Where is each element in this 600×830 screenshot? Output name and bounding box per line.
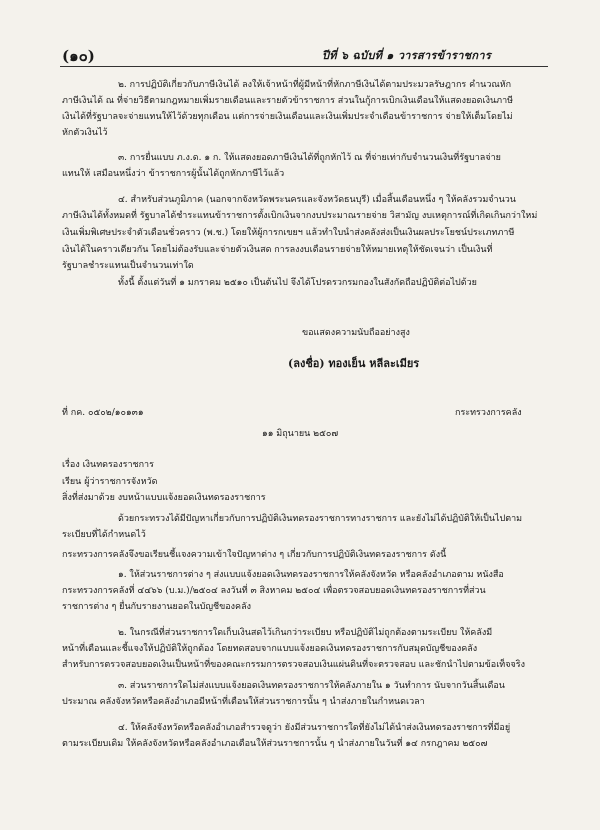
paragraph-line: ราชการต่าง ๆ ยื่นกับรายงานยอดในบัญชีของคลัง: [62, 602, 251, 612]
journal-issue: ปีที่ ๖ ฉบับที่ ๑ วารสารข้าราชการ: [322, 49, 492, 62]
memo-subject: เรื่อง เงินทดรองราชการ: [62, 460, 154, 470]
header-rule: [60, 66, 548, 67]
paragraph-line: ๒. ในกรณีที่ส่วนราชการใดเก็บเงินสดไว้เกินกว่าระเบียบ หรือปฏิบัติไม่ถูกต้องตามระเบียบ ให้คลังมี: [118, 628, 493, 638]
paragraph-line: หักตัวเงินไว้: [62, 128, 108, 138]
memo-recipient: เรียน ผู้ว่าราชการจังหวัด: [62, 477, 158, 487]
paragraph-line: สำหรับการตรวจสอบยอดเงินเป็นหน้าที่ของคณะกรรมการตรวจสอบเงินแผ่นดินที่จะตรวจสอบ และชักนำไปตามข้อเท็จจริง: [62, 660, 525, 670]
paragraph-line: ระเบียบที่ได้กำหนดไว้: [62, 530, 146, 540]
paragraph-line: ทั้งนี้ ตั้งแต่วันที่ ๑ มกราคม ๒๕๑๐ เป็นต้นไป จึงได้โปรดรวกรมกองในสังกัดถือปฏิบัติต่อไปด้วย: [118, 278, 477, 288]
paragraph-line: กระทรวงการคลังจึงขอเรียนชี้แจงความเข้าใจปัญหาต่าง ๆ เกี่ยวกับการปฏิบัติเงินทดรองราชการ ดังนี้: [62, 550, 447, 560]
paragraph-line: หน้าที่เตือนและชี้แจงให้ปฏิบัติให้ถูกต้อง โดยทดสอบจากแบบแจ้งยอดเงินทดรองราชการกับสมุดบัญชีของคลัง: [62, 644, 478, 654]
memo-attachment: สิ่งที่ส่งมาด้วย งบหน้าแบบแจ้งยอดเงินทดรองราชการ: [62, 493, 266, 503]
paragraph-line: เงินเพิ่มพิเศษประจำตัวเดือนชั่วคราว (พ.ช.) โดยให้ผู้การกเขยฯ แล้วทำใบนำส่งคลังส่งเป็นเงินผลประโยชน์ประเภทภาษี: [62, 228, 515, 238]
paragraph-line: เงินได้ในคราวเดียวกัน โดยไม่ต้องรับและจ่ายตัวเงินสด การลงงบเดือนรายจ่ายให้หมายเหตุให้ชัดเจนว่า เป็นเงินที่: [62, 245, 493, 255]
paragraph-line: ประมาณ คลังจังหวัดหรือคลังอำเภอมีหน้าที่เตือนให้ส่วนราชการนั้น ๆ นำส่งภายในกำหนดเวลา: [62, 697, 425, 707]
paragraph-line: ตามระเบียบเดิม ให้คลังจังหวัดหรือคลังอำเภอเตือนให้ส่วนราชการนั้น ๆ นำส่งภายในวันที่ ๑๔ กรกฎาคม ๒๕๐๗: [62, 739, 488, 749]
paragraph-line: ๓. การยื่นแบบ ภ.ง.ด. ๑ ก. ให้แสดงยอดภาษีเงินได้ที่ถูกหักไว้ ณ ที่จ่ายเท่ากับจำนวนเงินที่รัฐบาลจ่าย: [118, 153, 501, 163]
document-date: ๑๑ มิถุนายน ๒๕๐๗: [262, 429, 339, 439]
closing-line: ขอแสดงความนับถืออย่างสูง: [302, 328, 410, 338]
paragraph-line: เงินได้ที่รัฐบาลจะจ่ายแทนให้ไว้ด้วยทุกเดือน แต่การจ่ายเงินเดือนและเงินเพิ่มประจำเดือนข้าราชการ จ่ายให้เต็มโดยไม่: [62, 112, 513, 122]
paragraph-line: ๓. ส่วนราชการใดไม่ส่งแบบแจ้งยอดเงินทดรองราชการให้คลังภายใน ๑ วันทำการ นับจากวันสิ้นเดือน: [118, 681, 505, 691]
paragraph-line: รัฐบาลชำระแทนเป็นจำนวนเท่าใด: [62, 261, 194, 271]
paragraph-line: ๒. การปฏิบัติเกี่ยวกับภาษีเงินได้ ลงให้เจ้าหน้าที่ผู้มีหน้าที่หักภาษีเงินได้ตามประมวลรัษฎากร คำนวณหัก: [118, 80, 512, 90]
paragraph-line: ๔. ให้คลังจังหวัดหรือคลังอำเภอสำรวจดูว่า ยังมีส่วนราชการใดที่ยังไม่ได้นำส่งเงินทดรองราชการที่มีอยู่: [118, 723, 511, 733]
paragraph-line: ภาษีเงินได้ทั้งหมดที่ รัฐบาลได้ชำระแทนข้าราชการตั้งเบิกเงินจากงบประมาณรายจ่าย วิสามัญ งบเหตุการณ์ที่เกิดเกินกว่าใหม่: [62, 211, 538, 221]
signature: (ลงชื่อ) ทองเย็น หลีละเมียร: [288, 357, 420, 370]
paragraph-line: ด้วยกระทรวงได้มีปัญหาเกี่ยวกับการปฏิบัติเงินทดรองราชการทางราชการ และยังไม่ได้ปฏิบัติให้เป็นไปตาม: [118, 514, 523, 524]
paragraph-line: ภาษีเงินได้ ณ ที่จ่ายวิธีตามกฎหมายเพิ่มรายเดือนและรายตัวข้าราชการ ส่วนในกู้การเบิกเงินเดือนให้แสดงยอดเงินภาษี: [62, 96, 514, 106]
paragraph-line: ๑. ให้ส่วนราชการต่าง ๆ ส่งแบบแจ้งยอดเงินทดรองราชการให้คลังจังหวัด หรือคลังอำเภอตาม หนังสือ: [118, 570, 504, 580]
page-number: (๑๐): [62, 47, 95, 65]
ministry-name: กระทรวงการคลัง: [455, 408, 522, 418]
document-number: ที่ กค. ๐๕๐๒/๑๐๑๓๑: [62, 408, 144, 418]
paragraph-line: กระทรวงการคลังที่ ๔๔๖๖ (บ.ม.)/๒๕๐๔ ลงวันที่ ๓ สิงหาคม ๒๕๐๔ เพื่อตรวจสอบยอดเงินทดรองราชการที่ส่วน: [62, 586, 486, 596]
paragraph-line: แทนให้ เสมือนหนึ่งว่า ข้าราชการผู้นั้นได้ถูกหักภาษีไว้แล้ว: [62, 169, 285, 179]
paragraph-line: ๔. สำหรับส่วนภูมิภาค (นอกจากจังหวัดพระนครและจังหวัดธนบุรี) เมื่อสิ้นเดือนหนึ่ง ๆ ให้คลังรวมจำนวน: [118, 195, 516, 205]
